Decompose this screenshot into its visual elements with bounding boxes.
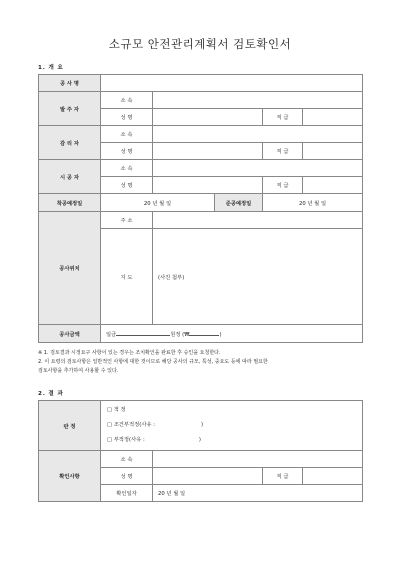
confirm-affiliation-field[interactable] bbox=[153, 451, 363, 468]
photo-note: (사진 첨부) bbox=[158, 274, 185, 281]
overview-table bbox=[38, 74, 363, 343]
amount-mid: 원정 (₩ bbox=[170, 331, 190, 338]
contractor-name-label: 성 명 bbox=[101, 177, 153, 194]
map-label: 지 도 bbox=[101, 229, 153, 325]
end-date-field[interactable]: 20 년 월 일 bbox=[263, 194, 363, 212]
amount-figure-blank[interactable] bbox=[189, 330, 222, 338]
confirm-name-label: 성 명 bbox=[101, 468, 153, 485]
amount-words-blank[interactable] bbox=[116, 330, 170, 336]
note-2: 2. 이 요령의 검토사항은 일반적인 사항에 대한 것이므로 해당 공사의 규모, 특성, 중요도 등에 따라 필요한 bbox=[38, 359, 268, 365]
confirm-position-label: 직 급 bbox=[263, 468, 303, 485]
judgement-options bbox=[101, 401, 363, 451]
option-conditional[interactable]: □ 조건부적정(사유 : ) bbox=[107, 422, 204, 428]
amount-suffix: ) bbox=[219, 331, 222, 338]
confirm-date-label: 확인일자 bbox=[101, 485, 153, 502]
section2-heading: 2. 결 과 bbox=[38, 391, 64, 397]
supervisor-position-field[interactable] bbox=[303, 143, 363, 160]
map-photo-area[interactable] bbox=[153, 229, 363, 325]
document-title: 소규모 안전관리계획서 검토확인서 bbox=[108, 37, 292, 51]
confirm-date-field[interactable]: 20 년 월 일 bbox=[153, 485, 363, 502]
confirm-position-field[interactable] bbox=[303, 468, 363, 485]
confirm-label: 확인사항 bbox=[39, 451, 101, 502]
orderer-affiliation-label: 소 속 bbox=[101, 92, 153, 109]
judgement-label: 판 정 bbox=[39, 401, 101, 451]
supervisor-label: 감 리 자 bbox=[39, 126, 101, 160]
supervisor-position-label: 직 급 bbox=[263, 143, 303, 160]
orderer-position-field[interactable] bbox=[303, 109, 363, 126]
confirm-affiliation-label: 소 속 bbox=[101, 451, 153, 468]
option-appropriate[interactable]: □ 적 정 bbox=[107, 407, 126, 413]
contractor-position-field[interactable] bbox=[303, 177, 363, 194]
orderer-label: 발 주 자 bbox=[39, 92, 101, 126]
contractor-name-field[interactable] bbox=[153, 177, 263, 194]
note-3: 검토사항을 추가하여 사용할 수 있다. bbox=[38, 368, 119, 374]
orderer-name-label: 성 명 bbox=[101, 109, 153, 126]
contractor-affiliation-field[interactable] bbox=[153, 160, 363, 177]
section1-heading: 1. 개 요 bbox=[38, 65, 64, 71]
supervisor-affiliation-label: 소 속 bbox=[101, 126, 153, 143]
result-table bbox=[38, 400, 363, 502]
orderer-position-label: 직 급 bbox=[263, 109, 303, 126]
amount-field[interactable] bbox=[101, 325, 363, 343]
address-label: 주 소 bbox=[101, 212, 153, 229]
supervisor-name-label: 성 명 bbox=[101, 143, 153, 160]
supervisor-name-field[interactable] bbox=[153, 143, 263, 160]
project-name-field[interactable] bbox=[101, 75, 363, 92]
orderer-name-field[interactable] bbox=[153, 109, 263, 126]
contractor-label: 시 공 자 bbox=[39, 160, 101, 194]
amount-prefix: 일금 bbox=[106, 331, 117, 338]
contractor-position-label: 직 급 bbox=[263, 177, 303, 194]
option-inappropriate[interactable]: □ 부적정(사유 : ) bbox=[107, 437, 201, 443]
contractor-affiliation-label: 소 속 bbox=[101, 160, 153, 177]
project-name-label: 공 사 명 bbox=[39, 75, 101, 92]
confirm-name-field[interactable] bbox=[153, 468, 263, 485]
notes bbox=[38, 349, 368, 376]
amount-label: 공사금액 bbox=[39, 325, 101, 343]
start-date-field[interactable]: 20 년 월 일 bbox=[101, 194, 215, 212]
orderer-affiliation-field[interactable] bbox=[153, 92, 363, 109]
end-date-label: 준공예정일 bbox=[215, 194, 263, 212]
address-field[interactable] bbox=[153, 212, 363, 229]
location-label: 공사위치 bbox=[39, 212, 101, 325]
note-1: ※ 1. 검토결과 시정요구 사항이 있는 경우는 조치확인을 완료한 후 승인을 요청한다. bbox=[38, 350, 221, 356]
supervisor-affiliation-field[interactable] bbox=[153, 126, 363, 143]
start-date-label: 착공예정일 bbox=[39, 194, 101, 212]
